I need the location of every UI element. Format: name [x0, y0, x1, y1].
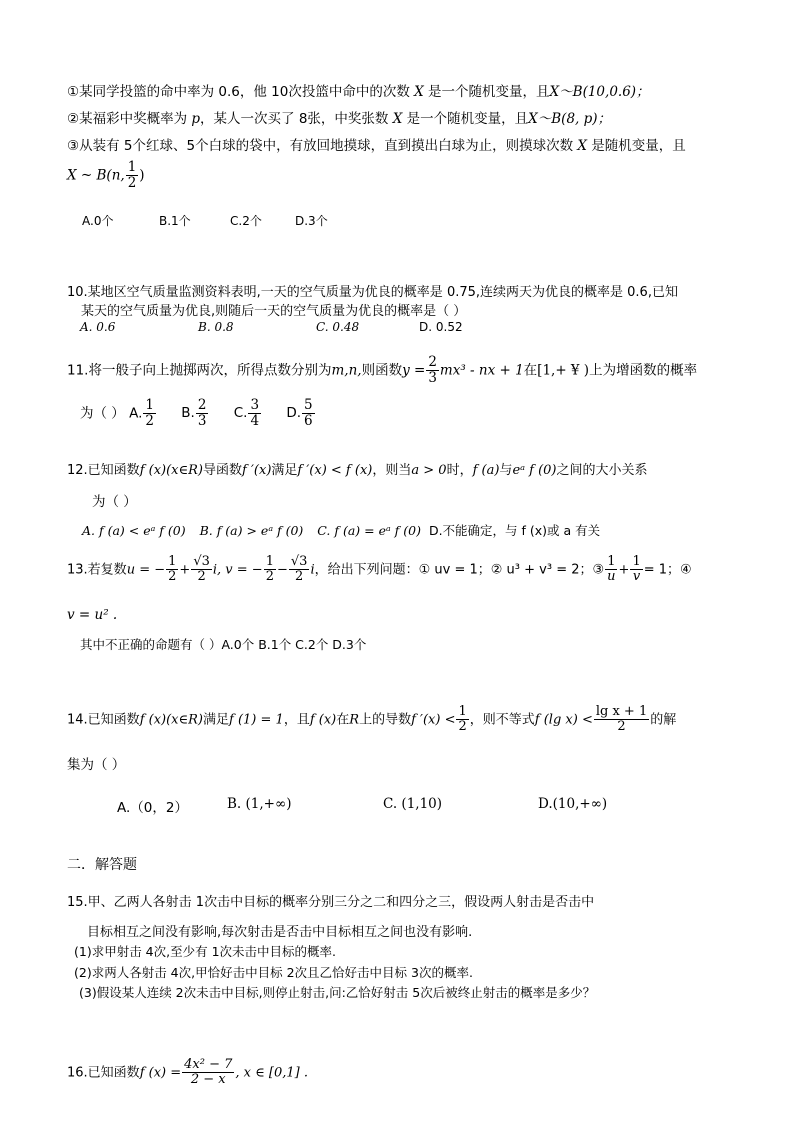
- section-heading: 二．解答题: [67, 857, 137, 873]
- q10-line-1: 10.某地区空气质量监测资料表明,一天的空气质量为优良的概率是 0.75,连续两天为优良的概率是 0.6,已知: [67, 285, 678, 300]
- q9-statement-3: ③从装有 5个红球、5个白球的袋中，有放回地摸球，直到摸出白球为止，则摸球次数 X 是随机变量，且: [67, 138, 686, 154]
- q16-line: 16.已知函数f (x) = $\frac{\text{4x² − 7}}{2 - x}$ , x ∈ [0,1] .: [67, 1057, 308, 1088]
- q12-line-2: 为（ ）: [92, 494, 137, 510]
- q13-line-2: v = u² .: [67, 607, 118, 623]
- q9-option-d: D.3个: [295, 214, 328, 228]
- var-X: X: [409, 84, 429, 100]
- q14-line-2: 集为（ ）: [67, 757, 126, 773]
- q15-part-3: (3)假设某人连续 2次未击中目标,则停止射击,问:乙恰好射击 5次后被终止射击的概率是多少？: [79, 985, 596, 1000]
- q15-line-1: 15.甲、乙两人各射击 1次击中目标的概率分别三分之二和四分之三，假设两人射击是否击中: [67, 895, 595, 910]
- q15-part-2: (2)求两人各射击 4次,甲恰好击中目标 2次且乙恰好击中目标 3次的概率.: [74, 965, 473, 980]
- q9-option-b: B.1个: [159, 214, 191, 228]
- q14-option-b: B. (1,+∞): [227, 796, 292, 812]
- q14-line-1: 14.已知函数f (x)(x∈R)满足f (1) = 1，且f (x)在R上的导数f ′(x) < $\frac{1}{2}$ ，则不等式f (lg x) < $\frac{\text{lg x + 1}}{2}$ 的解: [67, 704, 677, 735]
- q15-part-1: (1)求甲射击 4次,至少有 1次未击中目标的概率.: [74, 944, 337, 959]
- q9-statement-2: ②某福彩中奖概率为 p，某人一次买了 8张，中奖张数 X 是一个随机变量，且X～B(8, p)；: [67, 111, 612, 127]
- q10-line-2: 某天的空气质量为优良,则随后一天的空气质量为优良的概率是（ ）: [81, 304, 467, 319]
- q13-line-1: 13.若复数u = − $\frac{1}{2}$ + $\frac{√3}{2}$ i, v = − $\frac{1}{2}$ − $\frac{√3}{2}$ i，给出下列问题：① uv = 1；② u³ + v³ = 2；③ $\frac{1}{u}$ + $\frac{1}{v}$ = 1；④: [67, 554, 692, 585]
- q14-option-c: C. (1,10): [383, 796, 443, 812]
- q10-option-c: C. 0.48: [316, 320, 360, 334]
- q12-line-1: 12.已知函数f (x)(x∈R)导函数f ′(x)满足f ′(x) < f (x)，则当a > 0时，f (a)与eᵃ f (0)之间的大小关系: [67, 463, 648, 478]
- var-p: p: [187, 111, 201, 127]
- q14-option-d: D.(10,+∞): [538, 796, 608, 812]
- q10-option-d: D. 0.52: [419, 320, 463, 334]
- q12-options: A. f (a) < eᵃ f (0) B. f (a) > eᵃ f (0) C. f (a) = eᵃ f (0) D.不能确定，与 f (x)或 a 有关: [82, 523, 601, 538]
- q9-statement-1: ①某同学投篮的命中率为 0.6，他 10次投篮中命中的次数 X 是一个随机变量，且X～B(10,0.6)；: [67, 84, 650, 100]
- q9-option-c: C.2个: [230, 214, 262, 228]
- q11-line-2: 为（ ） A. $\frac{1}{2}$ B. $\frac{2}{3}$ C. $\frac{3}{4}$ D. $\frac{5}{6}$: [80, 397, 313, 429]
- q14-option-a: A.（0，2）: [117, 800, 188, 816]
- q15-line-2: 目标相互之间没有影响,每次射击是否击中目标相互之间也没有影响.: [87, 925, 473, 940]
- q13-line-3: 其中不正确的命题有（ ）A.0个 B.1个 C.2个 D.3个: [80, 637, 367, 652]
- q9-formula: X ~ B(n, $\frac{1}{2}$ ): [67, 159, 145, 191]
- q9-option-a: A.0个: [82, 214, 114, 228]
- q10-option-a: A. 0.6: [80, 320, 116, 334]
- q10-option-b: B. 0.8: [198, 320, 234, 334]
- q11-line-1: 11.将一般子向上抛掷两次，所得点数分别为m,n,则函数y = $\frac{2}{3}$ mx³ - nx + 1在[1,+ ¥ )上为增函数的概率: [67, 354, 698, 386]
